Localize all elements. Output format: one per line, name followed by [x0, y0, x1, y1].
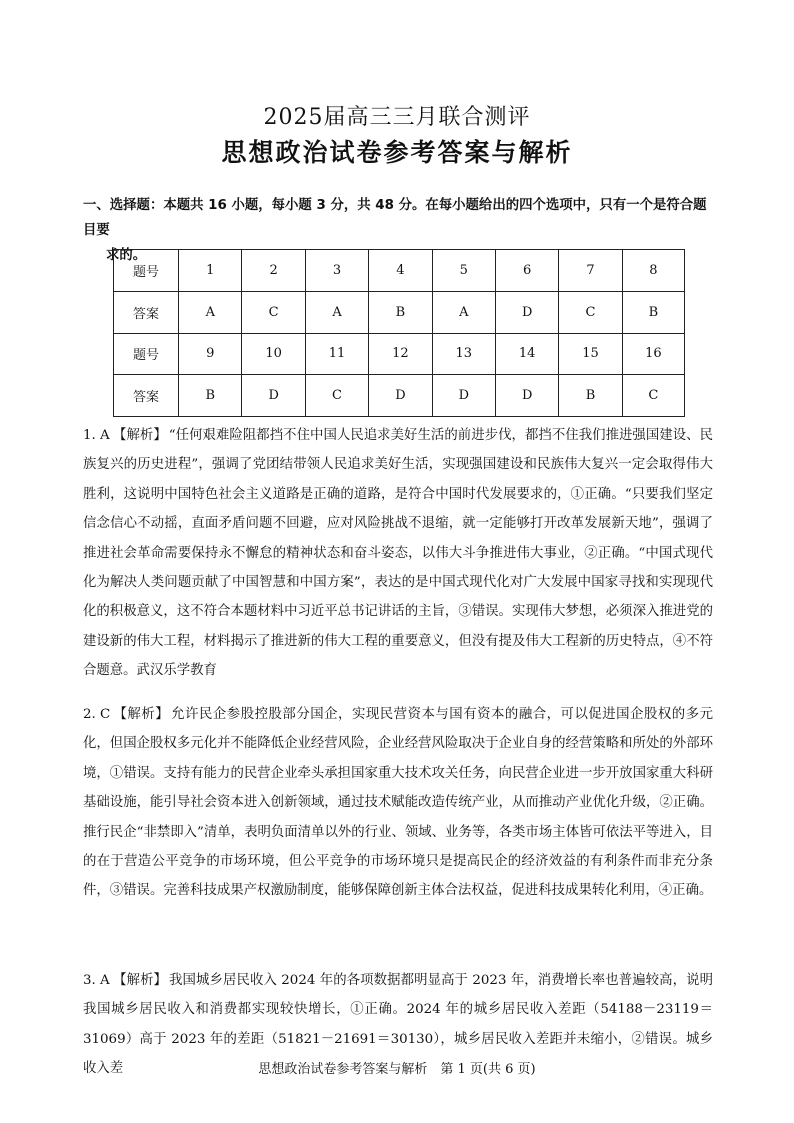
answer-cell: B — [559, 375, 622, 417]
explanation-number: 2. C — [83, 707, 111, 722]
explanation-text: “任何艰难险阻都挡不住中国人民追求美好生活的前进步伐，都挡不住我们推进强国建设、民族复兴的历史进程”，强调了党团结带领人民追求美好生活，实现强国建设和民族伟大复兴一定会取得伟大胜利，这说明中国特色社会主义道路是正确的道路，是符合中国时代发展要求的，①正确。“只要我们坚定信念信心不动摇，直面矛盾问题不回避，应对风险挑战不退缩，就一定能够打开改革发展新天地”，强调了推进社会革命需要保持永不懈怠的精神状态和奋斗姿态，以伟大斗争推进伟大事业，②正确。“中国式现代化为解决人类问题贡献了中国智慧和中国方案”，表达的是中国式现代化对广大发展中国家寻找和实现现代化的积极意义，这不符合本题材料中习近平总书记讲话的主旨，③错误。实现伟大梦想，必须深入推进党的建设新的伟大工程，材料揭示了推进新的伟大工程的重要意义，但没有提及伟大工程新的历史特点，④不符合题意。武汉乐学教育 — [83, 428, 713, 679]
document-title: 2025届高三三月联合测评 — [263, 105, 531, 130]
question-number: 15 — [559, 333, 622, 375]
explanation-tag: 【解析】 — [113, 428, 167, 443]
question-number: 11 — [305, 333, 368, 375]
section-intro-line1: 一、选择题：本题共 16 小题，每小题 3 分，共 48 分。在每小题给出的四个选项中，只有一个是符合题目要 — [83, 198, 707, 238]
question-number: 4 — [369, 250, 432, 292]
explanation-2 — [83, 700, 713, 906]
row-label-question: 题号 — [114, 333, 179, 375]
row-label-answer: 答案 — [114, 375, 179, 417]
question-number: 14 — [495, 333, 558, 375]
answer-cell: D — [495, 375, 558, 417]
question-number: 10 — [242, 333, 305, 375]
answer-cell: A — [305, 291, 368, 333]
table-row-numbers-2 — [114, 333, 685, 375]
row-label-answer: 答案 — [114, 291, 179, 333]
explanation-tag: 【解析】 — [113, 973, 168, 988]
answer-cell: A — [432, 291, 495, 333]
table-row-answers-1 — [114, 291, 685, 333]
answer-cell: D — [369, 375, 432, 417]
explanation-tag: 【解析】 — [113, 707, 170, 722]
explanation-1 — [83, 421, 713, 686]
answer-cell: B — [622, 291, 684, 333]
answer-cell: D — [495, 291, 558, 333]
table-row-answers-2 — [114, 375, 685, 417]
answer-cell: D — [242, 375, 305, 417]
explanation-number: 1. A — [83, 428, 110, 443]
answer-cell: C — [622, 375, 684, 417]
answer-cell: A — [179, 291, 242, 333]
question-number: 13 — [432, 333, 495, 375]
question-number: 2 — [242, 250, 305, 292]
explanation-text: 允许民企参股控股部分国企，实现民营资本与国有资本的融合，可以促进国企股权的多元化，但国企股权多元化并不能降低企业经营风险，企业经营风险取决于企业自身的经营策略和所处的外部环境，①错误。支持有能力的民营企业牵头承担国家重大技术攻关任务，向民营企业进一步开放国家重大科研基础设施，能引导社会资本进入创新领域，通过技术赋能改造传统产业，从而推动产业优化升级，②正确。推行民企“非禁即入”清单，表明负面清单以外的行业、领域、业务等，各类市场主体皆可依法平等进入，目的在于营造公平竞争的市场环境，但公平竞争的市场环境只是提高民企的经济效益的有利条件而非充分条件，③错误。完善科技成果产权激励制度，能够保障创新主体合法权益，促进科技成果转化利用，④正确。 — [83, 707, 714, 899]
question-number: 1 — [179, 250, 242, 292]
answer-cell: C — [305, 375, 368, 417]
question-number: 9 — [179, 333, 242, 375]
explanation-text: 我国城乡居民收入 2024 年的各项数据都明显高于 2023 年，消费增长率也普遍较高，说明我国城乡居民收入和消费都实现较快增长，①正确。2024 年的城乡居民收入差距（54188－23119＝31069）高于 2023 年的差距（51821－21691＝30130），城乡居民收入差距并未缩小，②错误。城乡收入差 — [83, 973, 714, 1077]
answer-cell: B — [179, 375, 242, 417]
question-number: 6 — [495, 250, 558, 292]
question-number: 8 — [622, 250, 684, 292]
question-number: 7 — [559, 250, 622, 292]
answer-cell: C — [242, 291, 305, 333]
page-footer: 思想政治试卷参考答案与解析 第 1 页(共 6 页) — [258, 1062, 536, 1077]
table-row-numbers-1 — [114, 250, 685, 292]
document-subtitle: 思想政治试卷参考答案与解析 — [221, 138, 573, 167]
answer-table — [113, 249, 685, 417]
answer-cell: D — [432, 375, 495, 417]
row-label-question: 题号 — [114, 250, 179, 292]
question-number: 16 — [622, 333, 684, 375]
question-number: 12 — [369, 333, 432, 375]
question-number: 3 — [305, 250, 368, 292]
answer-cell: B — [369, 291, 432, 333]
explanation-number: 3. A — [83, 973, 110, 988]
answer-cell: C — [559, 291, 622, 333]
question-number: 5 — [432, 250, 495, 292]
section-intro-line2: 求的。 — [106, 248, 147, 263]
